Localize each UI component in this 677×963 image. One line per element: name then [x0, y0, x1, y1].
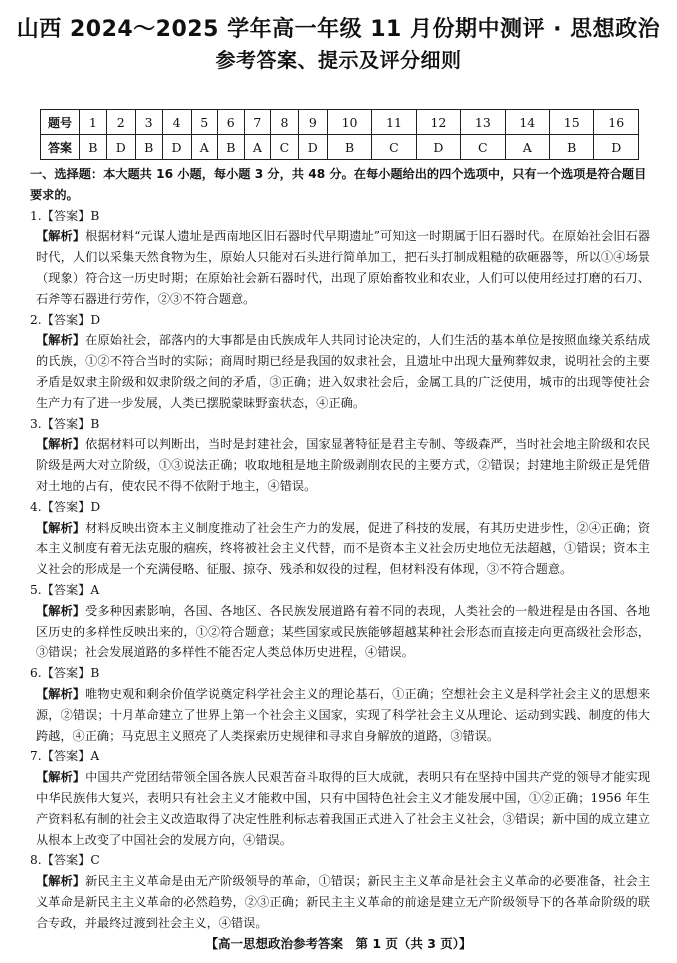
answer-cell: B: [550, 135, 594, 160]
answer-cell: A: [191, 135, 217, 160]
question-number: 11: [372, 110, 416, 135]
answer-label: 8.【答案】C: [30, 853, 100, 868]
explanation-text: 唯物史观和剩余价值学说奠定科学社会主义的理论基石，①正确；空想社会主义是科学社会主义的思想来源，②错误；十月革命建立了世界上第一个社会主义国家，实现了科学社会主义从理论、运动到实践、制度的伟大跨越，④正确；马克思主义照亮了人类探索历史规律和寻求自身解放的道路，③错误。: [36, 686, 651, 743]
explanation: [30, 601, 650, 663]
question-number: 2: [106, 110, 135, 135]
answer-cell: C: [372, 135, 416, 160]
answer-row: [41, 135, 639, 160]
explanation-tag: 【解析】: [36, 770, 86, 785]
explanation-tag: 【解析】: [36, 874, 86, 889]
answer-label: 3.【答案】B: [30, 416, 100, 431]
question-number: 5: [191, 110, 217, 135]
question-number: 15: [550, 110, 594, 135]
answer-explanations: [30, 164, 650, 933]
answer-label: 2.【答案】D: [30, 312, 101, 327]
page-footer: 【高一思想政治参考答案 第 1 页（共 3 页）】: [205, 936, 472, 951]
question-number: 6: [217, 110, 244, 135]
answer-cell: D: [106, 135, 135, 160]
question-number: 14: [505, 110, 549, 135]
explanation: [30, 330, 650, 413]
explanation-text: 依据材料可以判断出，当时是封建社会，国家显著特征是君主专制、等级森严，当时社会地主阶级和农民阶级是两大对立阶级，①③说法正确；收取地租是地主阶级剥削农民的主要方式，②错误；封建地主阶级正是凭借对土地的占有，使农民不得不依附于地主，④错误。: [36, 437, 651, 493]
explanation-tag: 【解析】: [36, 437, 86, 452]
question-number: 8: [271, 110, 299, 135]
section-header: 一、选择题：本大题共 16 小题，每小题 3 分，共 48 分。在每小题给出的四个选项中，只有一个选项是符合题目要求的。: [30, 167, 647, 202]
answer-cell: A: [505, 135, 549, 160]
answer-cell: D: [298, 135, 327, 160]
question-number: 10: [327, 110, 371, 135]
row-label-number: 题号: [41, 110, 80, 135]
question-number: 1: [80, 110, 107, 135]
question-number-row: [41, 110, 639, 135]
explanation: [30, 226, 650, 309]
answer-label: 7.【答案】A: [30, 749, 100, 764]
answer-cell: B: [217, 135, 244, 160]
explanation: [30, 518, 650, 580]
answer-label: 1.【答案】B: [30, 208, 100, 223]
explanation: [30, 434, 650, 496]
answer-cell: B: [80, 135, 107, 160]
explanation: [30, 871, 650, 933]
explanation-tag: 【解析】: [36, 520, 86, 535]
question-number: 13: [461, 110, 505, 135]
explanation-text: 新民主主义革命是由无产阶级领导的革命，①错误；新民主主义革命是社会主义革命的必要准备，社会主义革命是新民主主义革命的必然趋势，②③正确；新民主主义革命的前途是建立无产阶级领导下的各革命阶级的联合专政，并最终过渡到社会主义，④错误。: [36, 874, 651, 930]
answer-cell: C: [461, 135, 505, 160]
answer-cell: C: [271, 135, 299, 160]
answer-table: [40, 109, 639, 160]
explanation-text: 在原始社会，部落内的大事都是由氏族成年人共同讨论决定的，人们生活的基本单位是按照血缘关系结成的氏族，①②不符合当时的实际；商周时期已经是我国的奴隶社会，且遗址中出现大量殉葬奴隶，说明社会的主要矛盾是奴隶主阶级和奴隶阶级之间的矛盾，③正确；进入奴隶社会后，金属工具的广泛使用，城市的出现等使社会生产力有了进一步发展，人类已摆脱蒙昧野蛮状态，④正确。: [36, 333, 651, 410]
explanation-text: 受多种因素影响，各国、各地区、各民族发展道路有着不同的表现，人类社会的一般进程是由各国、各地区历史的多样性反映出来的，①②符合题意；某些国家或民族能够超越某种社会形态而直接走向更高级社会形态，③错误；社会发展道路的多样性不能否定人类总体历史进程，④错误。: [36, 603, 651, 660]
answer-cell: D: [162, 135, 191, 160]
document-title: 山西 2024～2025 学年高一年级 11 月份期中测评 · 思想政治: [16, 17, 661, 42]
answer-label: 5.【答案】A: [30, 582, 100, 597]
question-number: 9: [298, 110, 327, 135]
answer-label: 6.【答案】B: [30, 666, 100, 681]
explanation-tag: 【解析】: [36, 686, 86, 701]
question-number: 7: [244, 110, 270, 135]
question-number: 12: [416, 110, 460, 135]
answer-label: 4.【答案】D: [30, 499, 101, 514]
question-number: 3: [135, 110, 162, 135]
document-subtitle: 参考答案、提示及评分细则: [215, 48, 462, 72]
explanation-text: 材料反映出资本主义制度推动了社会生产力的发展，促进了科技的发展，有其历史进步性，②④正确；资本主义制度有着无法克服的痼疾，终将被社会主义代替，而不是资本主义社会历史地位无法超越，①错误；资本主义社会的形成是一个充满侵略、征服、掠夺、残杀和奴役的过程，但材料没有体现，③不符合题意。: [36, 520, 651, 577]
answer-cell: A: [244, 135, 270, 160]
explanation-tag: 【解析】: [36, 333, 86, 348]
explanation: [30, 767, 650, 850]
question-number: 16: [594, 110, 639, 135]
answer-cell: B: [135, 135, 162, 160]
explanation-text: 中国共产党团结带领全国各族人民艰苦奋斗取得的巨大成就，表明只有在坚持中国共产党的领导才能实现中华民族伟大复兴，表明只有社会主义才能救中国，只有中国特色社会主义才能发展中国，①②正确；1956 年生产资料私有制的社会主义改造取得了决定性胜利标志着我国正式进入了社会主义社会，③错误；新中国的成立建立从根本上改变了中国社会的发展方向，④错误。: [36, 770, 651, 847]
explanation-tag: 【解析】: [36, 603, 86, 618]
answer-cell: D: [416, 135, 460, 160]
answer-cell: D: [594, 135, 639, 160]
question-number: 4: [162, 110, 191, 135]
answer-cell: B: [327, 135, 371, 160]
explanation: [30, 684, 650, 746]
explanation-text: 根据材料“元谋人遗址是西南地区旧石器时代早期遗址”可知这一时期属于旧石器时代。在原始社会旧石器时代，人们以采集天然食物为生，原始人只能对石头进行简单加工，把石头打制成粗糙的砍砸器等，所以①④场景（现象）符合这一历史时期；在原始社会新石器时代，出现了原始畜牧业和农业，人们可以使用经过打磨的石刀、石斧等石器进行劳作，②③不符合题意。: [36, 229, 651, 306]
explanation-tag: 【解析】: [36, 229, 86, 244]
row-label-answer: 答案: [41, 135, 80, 160]
